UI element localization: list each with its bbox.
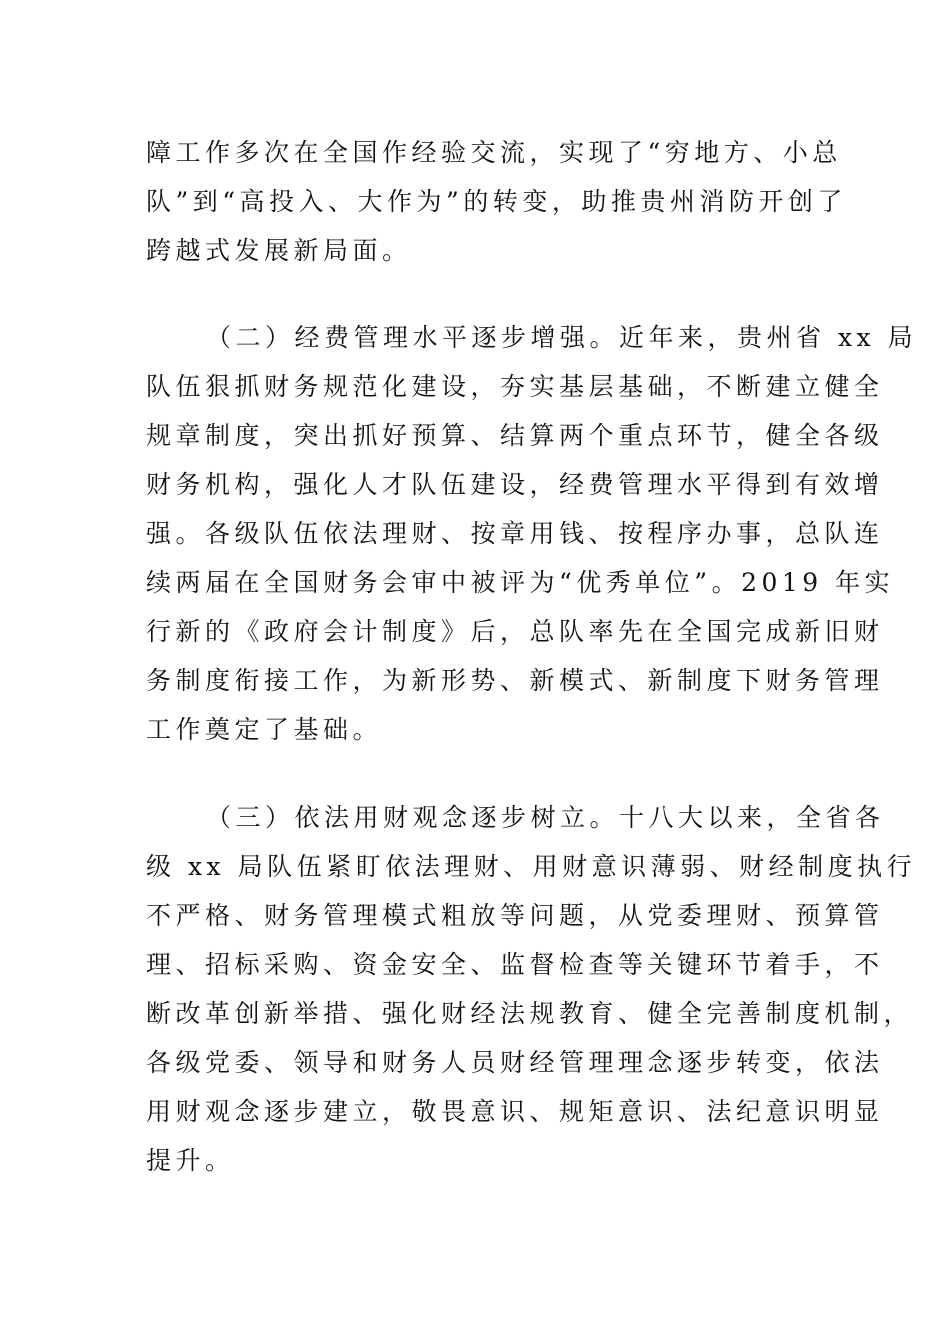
text-line: 级 xx 局队伍紧盯依法理财、用财意识薄弱、财经制度执行 [146,852,917,881]
text-line: 理、招标采购、资金安全、监督检查等关键环节着手，不 [146,950,884,979]
text-line: 续两届在全国财务会审中被评为“优秀单位”。2019 年实 [146,568,895,597]
text-line: 跨越式发展新局面。 [146,236,412,265]
text-line: 财务机构，强化人才队伍建设，经费管理水平得到有效增 [146,470,884,499]
paragraph-first-line: （三）依法用财观念逐步树立。十八大以来，全省各 [206,803,885,832]
text-line: 不严格、财务管理模式粗放等问题，从党委理财、预算管 [146,901,884,930]
text-line: 提升。 [146,1146,235,1175]
text-line: 规章制度，突出抓好预算、结算两个重点环节，健全各级 [146,421,884,450]
text-line: 工作奠定了基础。 [146,715,383,744]
text-line: 队伍狠抓财务规范化建设，夯实基层基础，不断建立健全 [146,372,884,401]
text-line: 障工作多次在全国作经验交流，实现了“穷地方、小总 [146,138,842,167]
text-line: 断改革创新举措、强化财经法规教育、健全完善制度机制， [146,999,914,1028]
text-line: 用财观念逐步建立，敬畏意识、规矩意识、法纪意识明显 [146,1097,884,1126]
paragraph-first-line: （二）经费管理水平逐步增强。近年来，贵州省 xx 局 [206,323,918,352]
text-line: 务制度衔接工作，为新形势、新模式、新制度下财务管理 [146,666,884,695]
text-line: 各级党委、领导和财务人员财经管理理念逐步转变，依法 [146,1048,884,1077]
text-line: 队”到“高投入、大作为”的转变，助推贵州消防开创了 [146,187,847,216]
text-line: 强。各级队伍依法理财、按章用钱、按程序办事，总队连 [146,519,884,548]
text-line: 行新的《政府会计制度》后，总队率先在全国完成新旧财 [146,617,884,646]
